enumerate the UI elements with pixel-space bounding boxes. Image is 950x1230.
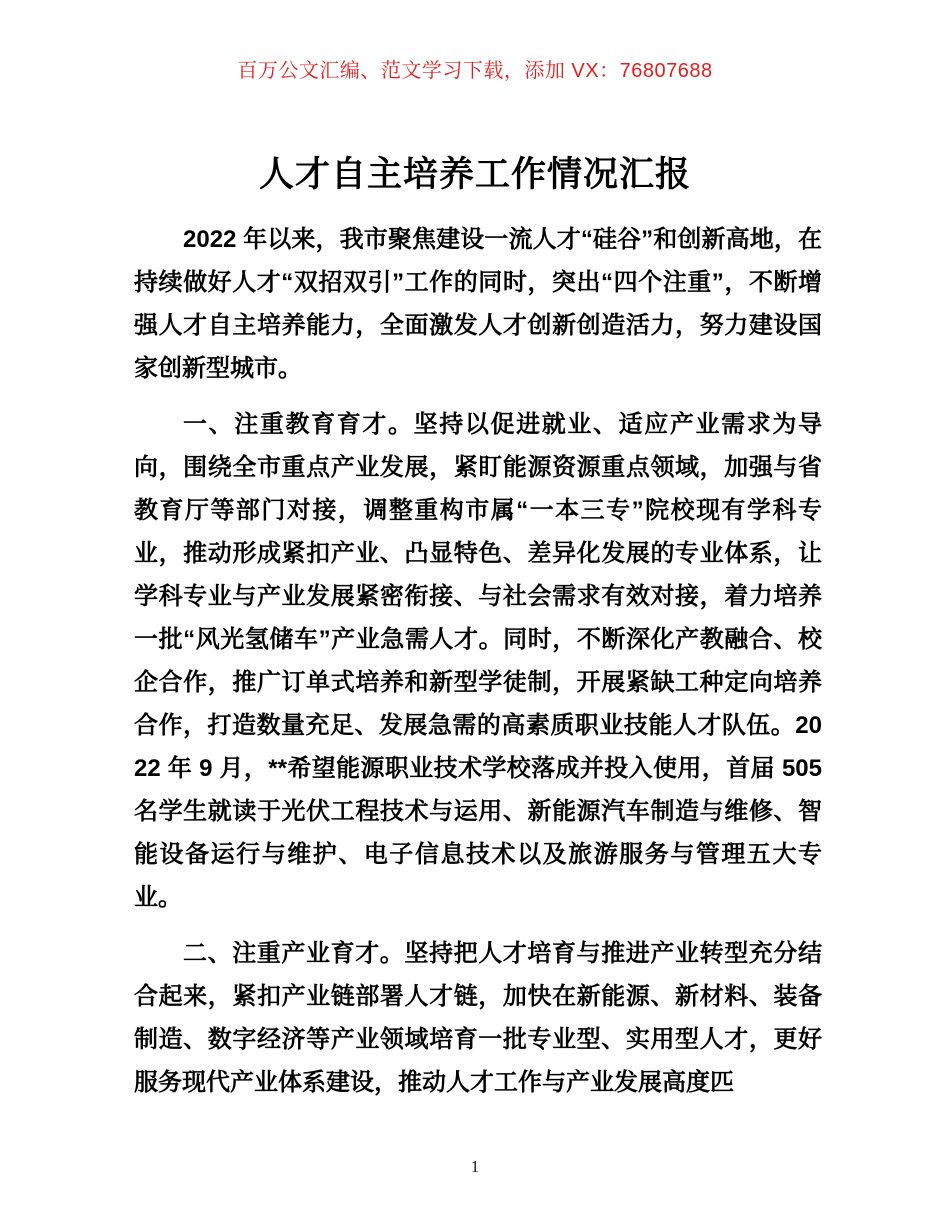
header-promo-text: 百万公文汇编、范文学习下载，添加 VX：76807688 xyxy=(237,60,713,82)
paragraph-section-2-industry: 二、注重产业育才。坚持把人才培育与推进产业转型充分结合起来，紧扣产业链部署人才链，加快在新能源、新材料、装备制造、数字经济等产业领域培育一批专业型、实用型人才，更好服务现代产业体系建设，推动人才工作与产业发展高度匹 xyxy=(134,940,822,1096)
paragraph-section-1-education: 一、注重教育育才。坚持以促进就业、适应产业需求为导向，围绕全市重点产业发展，紧盯能源资源重点领域，加强与省教育厅等部门对接，调整重构市属“一本三专”院校现有学科专业，推动形成紧扣产业、凸显特色、差异化发展的专业体系，让学科专业与产业发展紧密衔接、与社会需求有效对接，着力培养一批“风光氢储车”产业急需人才。同时，不断深化产教融合、校企合作，推广订单式培养和新型学徒制，开展紧缺工种定向培养合作，打造数量充足、发展急需的高素质职业技能人才队伍。2022 年 9 月，**希望能源职业技术学校落成并投入使用，首届 505 名学生就读于光伏工程技术与运用、新能源汽车制造与维修、智能设备运行与维护、电子信息技术以及旅游服务与管理五大专业。 xyxy=(134,411,822,911)
document-body xyxy=(0,218,950,1104)
document-title: 人才自主培养工作情况汇报 xyxy=(258,155,691,194)
page-number: 1 xyxy=(470,1157,480,1176)
paragraph-intro: 2022 年以来，我市聚焦建设一流人才“硅谷”和创新高地，在持续做好人才“双招双引”工作的同时，突出“四个注重”，不断增强人才自主培养能力，全面激发人才创新创造活力，努力建设国家创新型城市。 xyxy=(134,226,822,382)
